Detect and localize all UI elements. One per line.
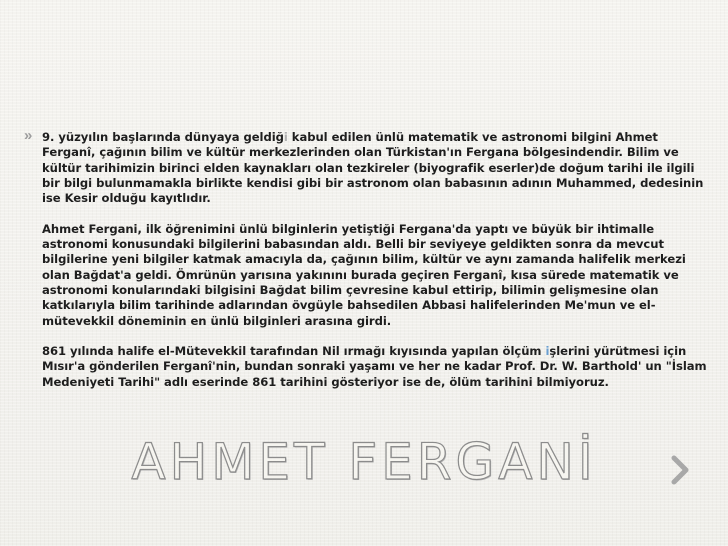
paragraph-spacer xyxy=(42,329,710,344)
slide-title: AHMET FERGANİ xyxy=(131,433,597,491)
paragraph-nile-accent-char: i xyxy=(545,344,550,359)
next-slide-button[interactable] xyxy=(666,452,694,488)
slide-body xyxy=(42,130,710,390)
paragraph-birth xyxy=(42,130,710,206)
paragraph-education: Ahmet Fergani, ilk öğrenimini ünlü bilginlerin yetiştiği Fergana'da yaptı ve büyük bir ihtimalle astronomi konusundaki bilgilerini babasından aldı. Belli bir seviyeye geldikten sonra da mevcut bilgilerine yeni bilgiler katmak amacıyla da, çağının bilim, kültür ve aynı zamanda halifelik merkezi olan Bağdat'a geldi. Ömrünün yarısına yakınını burada geçiren Ferganî, kısa sürede matematik ve astronomi konularındaki bilgisini Bağdat bilim çevresine kabul ettirip, bilimin gelişmesine olan katkılarıyla bilim tarihinde adlarından övgüyle bahsedilen Abbasi halifelerinden Me'mun ve el-mütevekkil döneminin en ünlü bilginleri arasına girdi. xyxy=(42,221,686,328)
paragraph-birth-rest: kabul edilen ünlü matematik ve astronomi bilgini Ahmet Ferganî, çağının bilim ve kültür merkezlerinden olan Türkistan'ın Fergana bölgesindendir. Bilim ve kültür tarihimizin birinci elden kaynakları olan tezkireler (biyografik eserler)de doğum tarihi ile ilgili bir bilgi bulunmamakla birlikte kendisi gibi bir astronom olan babasının adının Muhammed, dedesinin ise Kesir olduğu kayıtlıdır. xyxy=(42,130,704,206)
paragraph-nile-start: 861 yılında halife el-Mütevekkil tarafından Nil ırmağı kıyısında yapılan ölçüm xyxy=(42,344,546,359)
paragraph-nile-rest: şlerini yürütmesi için Mısır'a gönderilen Ferganî'nin, bundan sonraki yaşamı ve her ne kadar Prof. Dr. W. Barthold' un "İslam Medeniyeti Tarihi" adlı eserinde 861 tarihini gösteriyor ise de, ölüm tarihini bilmiyoruz. xyxy=(42,344,707,389)
chevron-right-icon xyxy=(666,452,694,488)
paragraph-spacer xyxy=(42,206,710,221)
bullet-marker: » xyxy=(24,127,33,144)
paragraph-birth-start: 9. yüzyılın başlarında dünyaya geldiğ xyxy=(42,130,284,144)
paragraph-birth-faint-char: i xyxy=(283,130,288,144)
paragraph-nile xyxy=(42,344,710,390)
